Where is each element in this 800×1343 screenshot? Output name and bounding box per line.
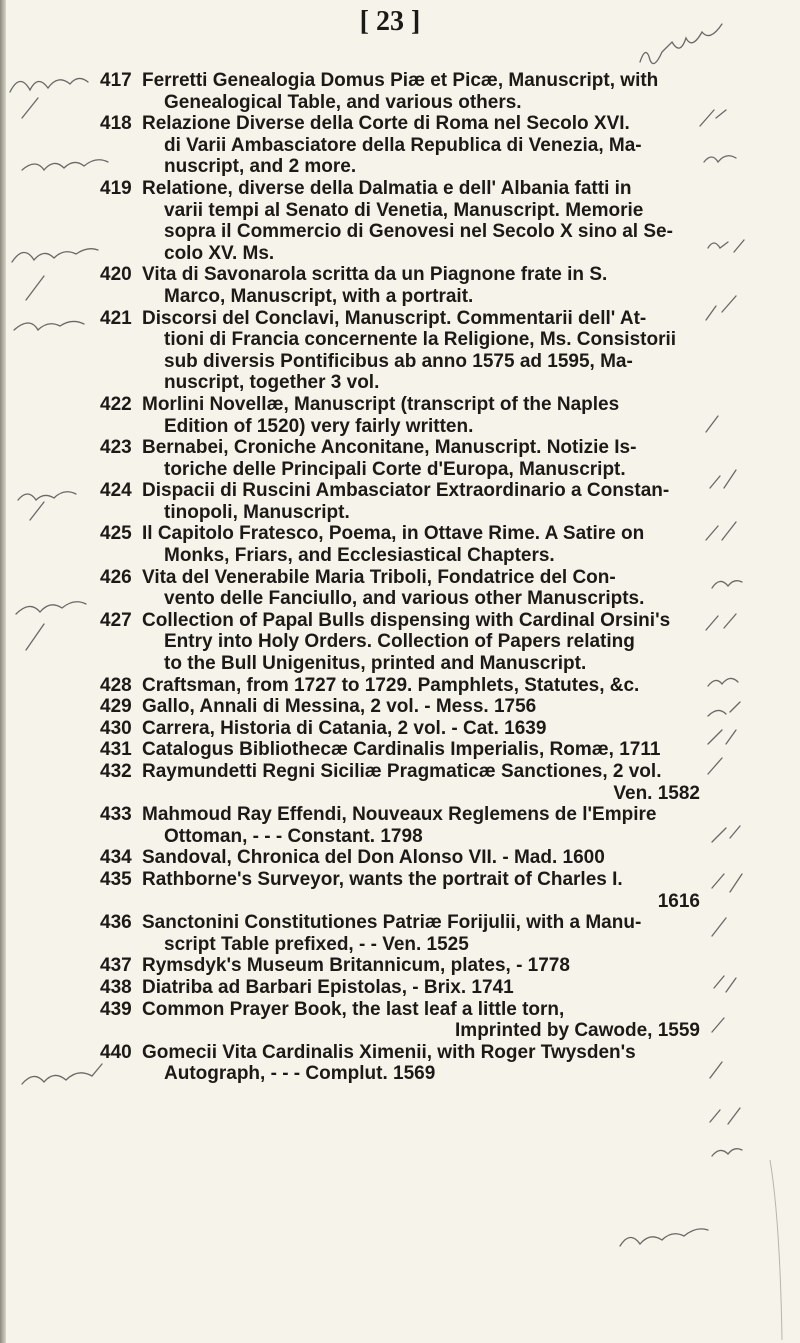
entry-number: 424 [100,480,132,502]
entry-title-line: Diatriba ad Barbari Epistolas, - Brix. 1741 [142,976,514,998]
entry-title-line: Relazione Diverse della Corte di Roma nel Secolo XVI. [142,113,630,135]
entry-continuation-line: Genealogical Table, and various others. [164,91,522,113]
catalogue-entry [100,869,700,912]
entry-title-line: Catalogus Bibliothecæ Cardinalis Imperialis, Romæ, 1711 [142,739,661,761]
entry-continuation-line: to the Bull Unigenitus, printed and Manuscript. [164,653,587,675]
entry-number: 423 [100,437,132,459]
catalogue-entry [100,113,700,178]
entry-number: 431 [100,739,132,761]
entry-title-line: Sandoval, Chronica del Don Alonso VII. - Mad. 1600 [142,847,605,869]
entry-continuation-line: Autograph, - - - Complut. 1569 [164,1063,436,1085]
entry-title-line: Bernabei, Croniche Anconitane, Manuscript. Notizie Is- [142,437,637,459]
entry-title-line: Sanctonini Constitutiones Patriæ Forijulii, with a Manu- [142,912,642,934]
entry-continuation-line: di Varii Ambasciatore della Republica di Venezia, Ma- [164,134,642,156]
entry-text [142,804,700,847]
catalogue-entry [100,264,700,307]
catalogue-entry [100,610,700,675]
catalogue-entry [100,761,700,804]
entry-text [142,718,700,740]
entry-continuation-line: tinopoli, Manuscript. [164,501,350,523]
catalogue-entry [100,394,700,437]
entry-number: 427 [100,609,132,631]
entry-continuation-line: varii tempi al Senato di Venetia, Manuscript. Memorie [164,199,644,221]
catalogue-entry [100,178,700,264]
entry-continuation-line: Monks, Friars, and Ecclesiastical Chapters. [164,545,555,567]
entry-title-line: Common Prayer Book, the last leaf a little torn, [142,998,565,1020]
entry-title-line: Raymundetti Regni Siciliæ Pragmaticæ Sanctiones, 2 vol. [142,761,662,782]
catalogue-entry [100,567,700,610]
entry-number: 432 [100,761,132,782]
entry-continuation-line: Entry into Holy Orders. Collection of Papers relating [164,631,635,653]
entry-text [142,394,700,437]
entry-number: 425 [100,523,132,545]
catalogue-entry [100,977,700,999]
entry-number: 421 [100,307,132,329]
entry-number: 433 [100,804,132,826]
entry-continuation-line: 1616 [657,890,700,912]
entry-continuation-line: nuscript, and 2 more. [164,156,357,178]
catalogue-entry [100,523,700,566]
entry-title-line: Rymsdyk's Museum Britannicum, plates, - 1778 [142,955,570,977]
entry-text [142,977,700,999]
entry-text [142,113,700,178]
entry-title-line: Gomecii Vita Cardinalis Ximenii, with Roger Twysden's [142,1041,636,1063]
entry-title-line: Mahmoud Ray Effendi, Nouveaux Reglemens de l'Empire [142,804,657,826]
entry-text [142,999,700,1042]
entry-number: 419 [100,177,132,199]
entry-continuation-line: Imprinted by Cawode, 1559 [455,1020,700,1042]
entry-title-line: Vita del Venerabile Maria Triboli, Fondatrice del Con- [142,566,616,588]
catalogue-entry [100,70,700,113]
entry-text [142,675,700,697]
entry-title-line: Il Capitolo Fratesco, Poema, in Ottave Rime. A Satire on [142,523,645,545]
entry-title-line: Craftsman, from 1727 to 1729. Pamphlets, Statutes, &c. [142,674,640,696]
entry-title-line: Gallo, Annali di Messina, 2 vol. - Mess. 1756 [142,696,537,718]
entry-continuation-line: sub diversis Pontificibus ab anno 1575 ad 1595, Ma- [164,350,633,372]
entry-number: 438 [100,976,132,998]
entry-text [142,739,700,761]
entry-text [142,264,700,307]
entry-text [142,523,700,566]
entry-number: 417 [100,70,132,91]
entry-continuation-line: tioni di Francia concernente la Religione, Ms. Consistorii [164,329,677,351]
entry-continuation-line: colo XV. Ms. [164,242,275,264]
catalogue-entry [100,675,700,697]
entry-title-line: Vita di Savonarola scritta da un Piagnone frate in S. [142,264,608,286]
entry-number: 435 [100,868,132,890]
entry-number: 439 [100,998,132,1020]
entry-text [142,308,700,394]
entry-number: 428 [100,674,132,696]
entry-number: 434 [100,847,132,869]
page-number: [ 23 ] [359,6,421,37]
entry-text [142,437,700,480]
entry-number: 430 [100,717,132,739]
catalogue-entry [100,1042,700,1085]
entry-text [142,567,700,610]
entry-continuation-line: script Table prefixed, - - Ven. 1525 [164,933,469,955]
catalogue-entry [100,739,700,761]
entry-text [142,696,700,718]
entry-continuation-line: Edition of 1520) very fairly written. [164,415,474,437]
entry-number: 422 [100,393,132,415]
catalogue-entry [100,804,700,847]
catalogue-entries [100,70,700,1085]
entry-text [142,610,700,675]
entry-number: 420 [100,264,132,286]
entry-text [142,847,700,869]
catalogue-entry [100,696,700,718]
entry-number: 440 [100,1041,132,1063]
entry-number: 418 [100,113,132,135]
entry-continuation-line: sopra il Commercio di Genovesi nel Secolo X sino al Se- [164,221,673,243]
catalogue-entry [100,308,700,394]
entry-text [142,178,700,264]
entry-title-line: Morlini Novellæ, Manuscript (transcript of the Naples [142,393,620,415]
entry-continuation-line: Ottoman, - - - Constant. 1798 [164,825,423,847]
entry-title-line: Carrera, Historia di Catania, 2 vol. - Cat. 1639 [142,717,547,739]
catalogue-entry [100,847,700,869]
catalogue-entry [100,718,700,740]
catalogue-entry [100,480,700,523]
entry-text [142,480,700,523]
entry-continuation-line: Marco, Manuscript, with a portrait. [164,285,474,307]
entry-text [142,1042,700,1085]
entry-text [142,761,700,804]
entry-continuation-line: nuscript, together 3 vol. [164,372,380,394]
catalogue-entry [100,437,700,480]
entry-title-line: Rathborne's Surveyor, wants the portrait of Charles I. [142,868,623,890]
entry-continuation-line: toriche delle Principali Corte d'Europa, Manuscript. [164,458,626,480]
entry-text [142,912,700,955]
entry-title-line: Relatione, diverse della Dalmatia e dell' Albania fatti in [142,177,632,199]
entry-number: 437 [100,955,132,977]
entry-text [142,869,700,912]
entry-title-line: Collection of Papal Bulls dispensing with Cardinal Orsini's [142,609,671,631]
entry-text [142,955,700,977]
catalogue-entry [100,912,700,955]
entry-title-line: Dispacii di Ruscini Ambasciator Extraordinario a Constan- [142,480,670,502]
entry-text [142,70,700,113]
entry-title-line: Discorsi del Conclavi, Manuscript. Commentarii dell' At- [142,307,647,329]
entry-number: 436 [100,912,132,934]
entry-number: 429 [100,696,132,718]
entry-continuation-line: Ven. 1582 [613,782,700,804]
entry-continuation-line: vento delle Fanciullo, and various other Manuscripts. [164,588,645,610]
catalogue-entry [100,955,700,977]
page-edge-shadow [0,0,6,1343]
entry-number: 426 [100,566,132,588]
catalogue-entry [100,999,700,1042]
entry-title-line: Ferretti Genealogia Domus Piæ et Picæ, Manuscript, with [142,70,659,91]
